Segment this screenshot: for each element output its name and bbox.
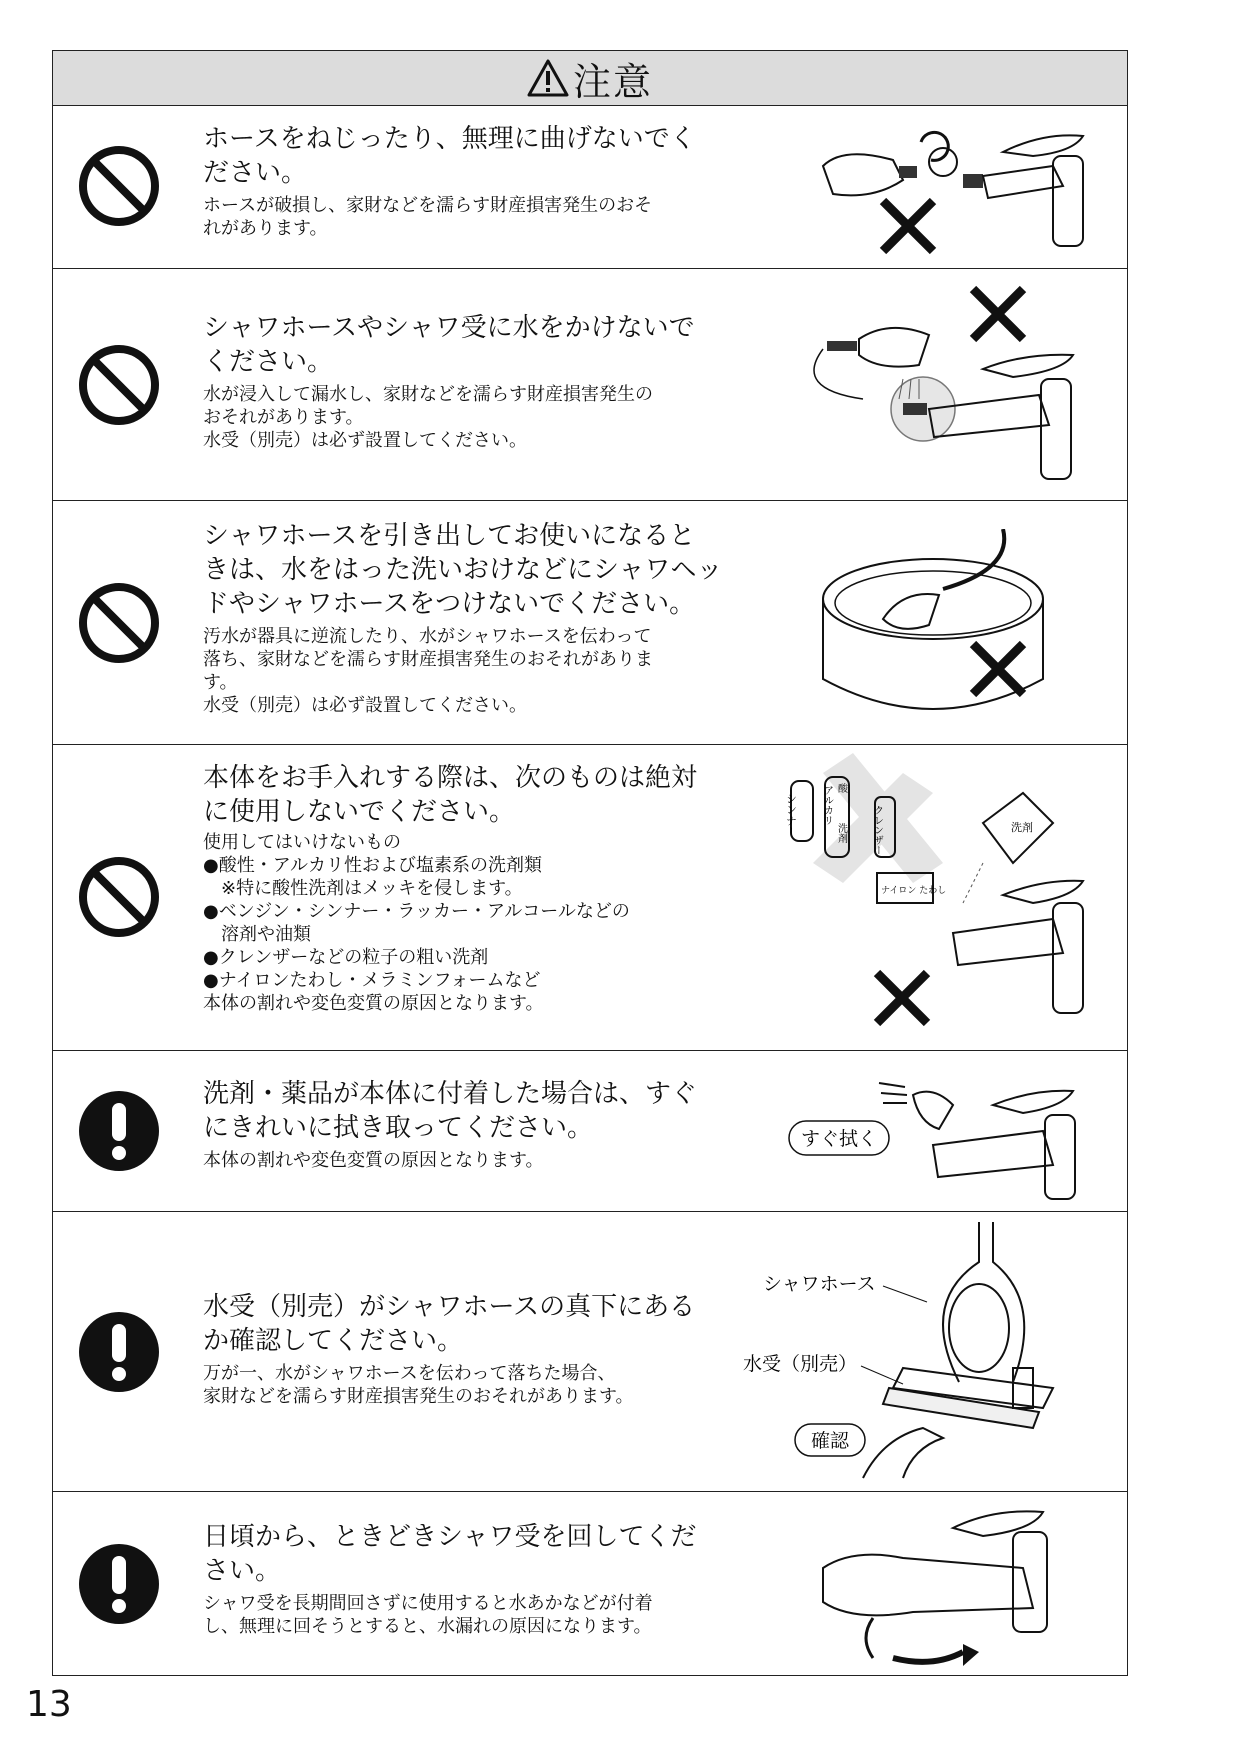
item-body-text: 本体の割れや変色変質の原因となります。 xyxy=(203,993,544,1014)
caution-title: 注意 xyxy=(572,59,653,104)
caution-item-1 xyxy=(53,106,1127,268)
prohibited-cleaners-illustration xyxy=(783,753,1103,1043)
label-detergent-bottle: 洗剤 xyxy=(1011,821,1033,834)
label-drip-tray: 水受（別売） xyxy=(743,1353,858,1375)
label-acid: 酸 xyxy=(835,783,847,793)
rotate-shower-illustration xyxy=(803,1498,1103,1674)
label-shower-hose: シャワホース xyxy=(763,1273,876,1295)
prohibition-icon xyxy=(77,855,161,939)
basin-submerge-illustration xyxy=(803,529,1103,729)
prohibition-icon xyxy=(77,343,161,427)
item-body-text: 水受（別売）は必ず設置してください。 xyxy=(203,695,527,716)
item-body-text: 水受（別売）は必ず設置してください。 xyxy=(203,430,527,451)
mandatory-icon xyxy=(77,1310,161,1394)
caution-item-6 xyxy=(53,1211,1127,1491)
item-body-text: ●ベンジン・シンナー・ラッカー・アルコールなどの 溶剤や油類 xyxy=(203,901,630,945)
item-title: シャワホースやシャワ受に水をかけないで ください。 xyxy=(203,313,695,377)
label-nylon-scrubber: ナイロン たわし xyxy=(881,886,947,896)
caution-item-7 xyxy=(53,1491,1127,1677)
label-detergent: 洗剤 xyxy=(835,823,847,843)
item-title: 本体をお手入れする際は、次のものは絶対 に使用しないでください。 xyxy=(203,763,698,827)
mandatory-icon xyxy=(77,1089,161,1173)
item-body-text: ●酸性・アルカリ性および塩素系の洗剤類 xyxy=(203,855,542,876)
item-title: 水受（別売）がシャワホースの真下にある か確認してください。 xyxy=(203,1292,696,1356)
prohibition-icon xyxy=(77,581,161,665)
item-title: シャワホースを引き出してお使いになると きは、水をはった洗いおけなどにシャワヘッ ドやシャワホースをつけないでください。 xyxy=(203,521,723,619)
item-body-text: 本体の割れや変色変質の原因となります。 xyxy=(203,1150,544,1171)
caution-frame xyxy=(52,50,1128,1676)
wipe-illustration xyxy=(783,1065,1103,1205)
item-body-text: ●クレンザーなどの粒子の粗い洗剤 xyxy=(203,947,489,968)
drip-tray-illustration xyxy=(743,1218,1103,1488)
item-body-text: 水が浸入して漏水し、家財などを濡らす財産損害発生の おそれがあります。 xyxy=(203,384,653,428)
caution-item-3 xyxy=(53,500,1127,744)
label-alkali: アルカリ xyxy=(821,785,833,825)
caution-item-4 xyxy=(53,744,1127,1050)
item-body-text: ●ナイロンたわし・メラミンフォームなど xyxy=(203,970,541,991)
shower-splash-illustration xyxy=(803,279,1103,489)
item-body-text: ※特に酸性洗剤はメッキを侵します。 xyxy=(203,878,523,899)
callout-wipe-now: すぐ拭く xyxy=(800,1128,878,1150)
callout-check: 確認 xyxy=(810,1430,850,1452)
item-body-text: ホースが破損し、家財などを濡らす財産損害発生のおそ れがあります。 xyxy=(203,195,653,239)
mandatory-icon xyxy=(77,1542,161,1626)
label-thinner: シンナー xyxy=(784,793,798,837)
item-body-text: 使用してはいけないもの xyxy=(203,832,401,853)
item-body-text: 万が一、水がシャワホースを伝わって落ちた場合、 家財などを濡らす財産損害発生のおそれがあります。 xyxy=(203,1363,634,1407)
item-title: 日頃から、ときどきシャワ受を回してくだ さい。 xyxy=(203,1522,697,1586)
caution-item-5 xyxy=(53,1050,1127,1211)
caution-item-2 xyxy=(53,268,1127,500)
hose-twist-illustration xyxy=(803,116,1103,256)
item-body-text: 汚水が器具に逆流したり、水がシャワホースを伝わって 落ち、家財などを濡らす財産損害発生のおそれがありま す。 xyxy=(203,626,653,693)
page-number: 13 xyxy=(26,1684,72,1725)
item-body-text: シャワ受を長期間回さずに使用すると水あかなどが付着 し、無理に回そうとすると、水漏れの原因になります。 xyxy=(203,1593,653,1637)
item-title: 洗剤・薬品が本体に付着した場合は、すぐ にきれいに拭き取ってください。 xyxy=(203,1079,698,1143)
warning-triangle-icon xyxy=(527,59,569,97)
item-title: ホースをねじったり、無理に曲げないでく ださい。 xyxy=(203,124,696,188)
caution-header xyxy=(53,51,1127,106)
prohibition-icon xyxy=(77,144,161,228)
label-cleanser: クレンザー xyxy=(871,805,883,855)
